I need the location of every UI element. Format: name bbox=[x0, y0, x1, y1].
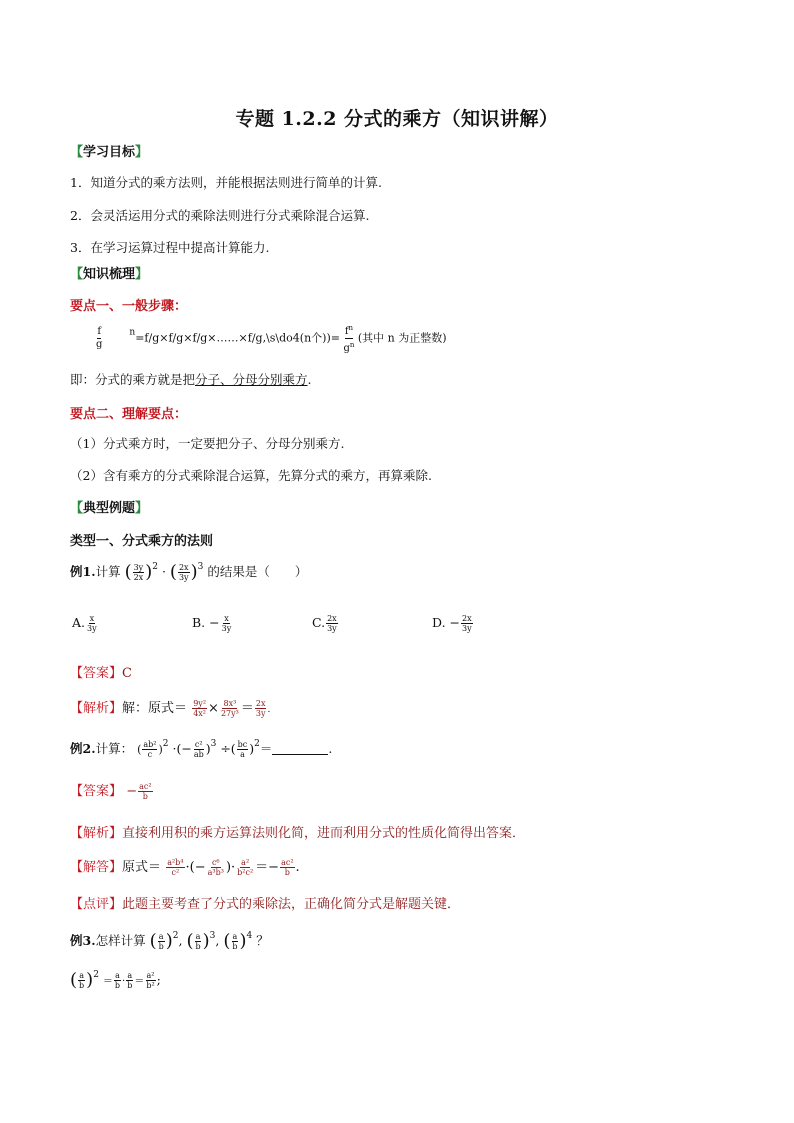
option-c-num: 2x bbox=[327, 614, 337, 623]
comment-text: 此题主要考查了分式的乘除法，正确化简分式是解题关键． bbox=[122, 897, 461, 912]
example-2-solution: 【解答】原式＝ $\frac{\text{a²b⁴}}{\text{c²}}$ ·(− $\frac{\text{c⁶}}{\text{a³b³}}$ )· $\frac{\text{a²}}{\text{b²c²}}$ ＝− $\frac{\text{ac²}}{b}$ . bbox=[70, 858, 300, 877]
option-b-letter: B. bbox=[192, 615, 206, 630]
answer-label: 答案 bbox=[83, 666, 110, 681]
point2-heading: 要点二、理解要点： bbox=[70, 407, 188, 422]
point2-item-2: （2）含有乘方的分式乘除混合运算，先算分式的乘方，再算乘除. bbox=[70, 468, 432, 483]
section-examples-label: 典型例题 bbox=[83, 501, 136, 516]
analysis-prefix: 解：原式＝ bbox=[122, 701, 188, 716]
option-a-den: 3y bbox=[87, 624, 97, 633]
option-d-sign: − bbox=[449, 615, 461, 630]
answer-label: 答案 bbox=[83, 784, 110, 799]
option-b-num: x bbox=[224, 614, 229, 623]
example-1: 例1.计算 ( $\frac{3y}{2x}$ )$^2$ · ( $\frac{2x}{3y}$ )$^3$ 的结果是（ ） bbox=[70, 561, 308, 583]
example-1-label: 例1. bbox=[70, 564, 96, 579]
example-3-suffix: ？ bbox=[256, 933, 269, 948]
solution-prefix: 原式＝ bbox=[122, 860, 162, 875]
example-2-analysis: 【解析】直接利用积的乘方运算法则化简，进而利用分式的性质化简得出答案． bbox=[70, 826, 526, 841]
option-c-letter: C. bbox=[312, 615, 326, 630]
formula-result-fraction: $\frac{f^n}{g^n}$ bbox=[343, 324, 355, 354]
type1-heading: 类型一、分式乘方的法则 bbox=[70, 534, 214, 549]
goal-item-1: 1．知道分式的乘方法则，并能根据法则进行简单的计算. bbox=[70, 175, 382, 190]
section-review-label: 知识梳理 bbox=[83, 267, 136, 282]
option-b-sign: − bbox=[209, 615, 220, 630]
section-review: 【知识梳理】 bbox=[70, 267, 149, 282]
point2-item-1: （1）分式乘方时，一定要把分子、分母分别乘方. bbox=[70, 436, 345, 451]
answer-value: C bbox=[122, 666, 132, 681]
formula-base-fraction: $\frac{f}{g}$ bbox=[96, 326, 103, 350]
option-a-letter: A. bbox=[72, 615, 86, 630]
power-rule-formula: $\frac{f}{g}$ $^n$=f/g×f/g×f/g×……×f/g,\s\do4(n个))= $\frac{f^n}{g^n}$ (其中 n 为正整数) bbox=[96, 324, 447, 354]
goal-item-2: 2．会灵活运用分式的乘除法则进行分式乘除混合运算. bbox=[70, 208, 370, 223]
example-2-answer: 【答案】 − $\frac{\text{ac²}}{b}$ bbox=[70, 782, 152, 801]
example-1-suffix: 的结果是（ ） bbox=[207, 564, 308, 579]
example-3-label: 例3. bbox=[70, 933, 96, 948]
option-d-den: 3y bbox=[462, 624, 472, 633]
example-2-prompt: 计算： bbox=[95, 741, 134, 756]
option-a-num: x bbox=[89, 614, 95, 623]
example-2-label: 例2. bbox=[70, 741, 96, 756]
page-title: 专题 1.2.2 分式的乘方（知识讲解） bbox=[235, 108, 559, 130]
option-a bbox=[72, 614, 99, 633]
summary-prefix: 即：分式的乘方就是把 bbox=[70, 372, 196, 387]
option-b-den: 3y bbox=[221, 624, 232, 633]
option-d bbox=[432, 614, 474, 633]
point1-heading: 要点一、一般步骤： bbox=[70, 299, 188, 314]
section-goals: 【学习目标】 bbox=[70, 145, 149, 160]
example-2-comment: 【点评】此题主要考查了分式的乘除法，正确化简分式是解题关键． bbox=[70, 897, 461, 912]
summary-suffix: . bbox=[307, 372, 312, 387]
formula-expansion: =f/g×f/g×f/g×……×f/g,\s\do4(n个))= bbox=[135, 331, 340, 345]
option-d-letter: D. bbox=[432, 615, 446, 630]
answer-blank[interactable] bbox=[272, 742, 328, 755]
solution-label: 解答 bbox=[83, 860, 110, 875]
analysis-label: 解析 bbox=[83, 701, 110, 716]
example-2: 例2.计算： ( $\frac{\text{ab²}}{c}$ )$^2$ ·(− $\frac{\text{c²}}{ab}$ )$^3$ ÷( $\frac{bc}{a}$ )$^2$＝ . bbox=[70, 739, 333, 759]
example-3: 例3.怎样计算 ( $\frac{a}{b}$ )$^2$, ( $\frac{a}{b}$ )$^3$, ( $\frac{a}{b}$ )$^4$ ？ bbox=[70, 930, 269, 952]
option-c bbox=[312, 614, 339, 633]
analysis-text: 直接利用积的乘方运算法则化简，进而利用分式的性质化简得出答案． bbox=[122, 826, 526, 841]
example-3-line-1: ( $\frac{a}{b}$ )$^2$ ＝ $\frac{a}{b}$ · $\frac{a}{b}$ ＝ $\frac{\text{a²}}{\text{b²}}$ ; bbox=[70, 969, 161, 991]
summary-underlined: 分子、分母分别乘方 bbox=[195, 372, 308, 387]
example-1-answer: 【答案】C bbox=[70, 666, 132, 681]
example-3-prompt: 怎样计算 bbox=[95, 933, 146, 948]
option-b bbox=[192, 614, 233, 633]
point1-summary bbox=[70, 370, 312, 388]
comment-label: 点评 bbox=[83, 897, 110, 912]
option-d-num: 2x bbox=[462, 614, 472, 623]
section-goals-label: 学习目标 bbox=[83, 145, 136, 160]
example-1-prompt: 计算 bbox=[95, 564, 121, 579]
option-c-den: 3y bbox=[327, 624, 337, 633]
analysis-label: 解析 bbox=[83, 826, 110, 841]
goal-item-3: 3．在学习运算过程中提高计算能力. bbox=[70, 240, 270, 255]
formula-note: (其中 n 为正整数) bbox=[357, 331, 447, 345]
example-1-analysis: 【解析】解：原式＝ $\frac{\text{9y²}}{\text{4x²}}$ × $\frac{\text{8x³}}{\text{27y³}}$ ＝ $\frac{2x}{3y}$ . bbox=[70, 699, 271, 718]
section-examples: 【典型例题】 bbox=[70, 501, 149, 516]
